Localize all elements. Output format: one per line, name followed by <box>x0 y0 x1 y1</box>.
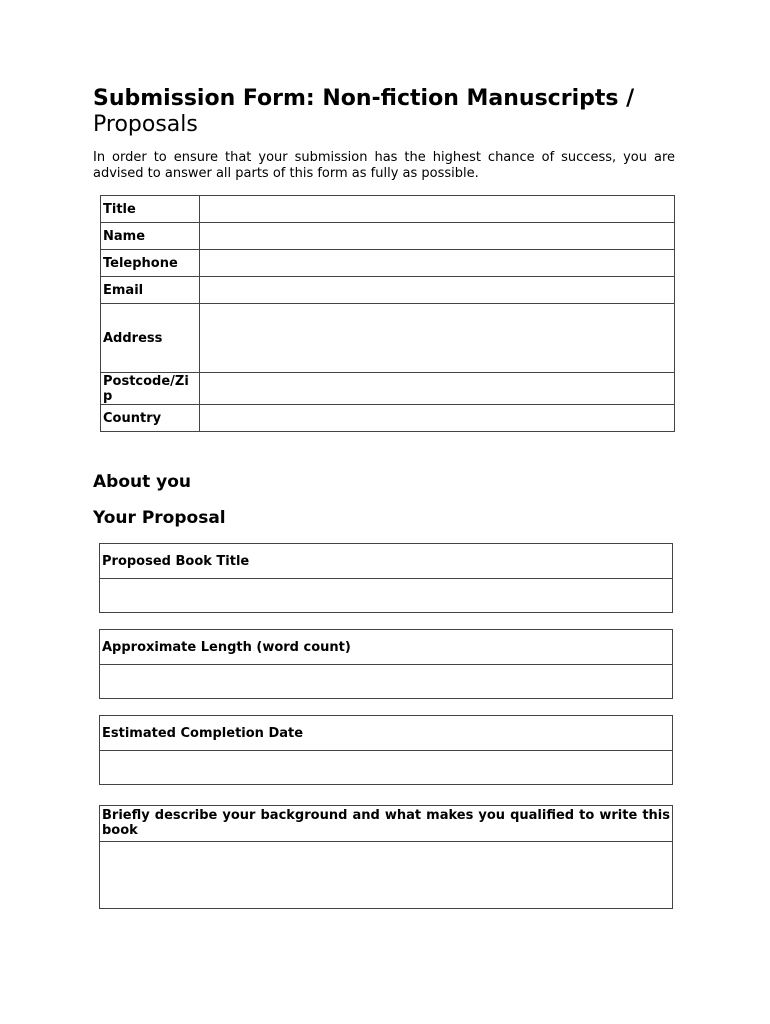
row-label-telephone: Telephone <box>101 250 200 277</box>
background-qualification-field[interactable] <box>100 842 672 908</box>
table-row <box>101 405 675 432</box>
table-row <box>101 373 675 405</box>
proposed-book-title-label: Proposed Book Title <box>100 544 672 579</box>
background-qualification-box <box>99 805 673 909</box>
row-label-name: Name <box>101 223 200 250</box>
address-field[interactable] <box>200 304 675 373</box>
approximate-length-field[interactable] <box>100 665 672 698</box>
intro-text: In order to ensure that your submission has the highest chance of success, you are advised to answer all parts of this form as fully as possible. <box>93 150 675 181</box>
row-label-title: Title <box>101 196 200 223</box>
row-label-email: Email <box>101 277 200 304</box>
proposed-book-title-field[interactable] <box>100 579 672 612</box>
table-row <box>101 196 675 223</box>
row-label-postcode: Postcode/Zip <box>101 373 200 405</box>
table-row <box>101 250 675 277</box>
table-row <box>101 223 675 250</box>
country-field[interactable] <box>200 405 675 432</box>
title-field[interactable] <box>200 196 675 223</box>
row-label-address: Address <box>101 304 200 373</box>
table-row <box>101 277 675 304</box>
approximate-length-label: Approximate Length (word count) <box>100 630 672 665</box>
contact-details-table <box>100 195 675 432</box>
name-field[interactable] <box>200 223 675 250</box>
about-you-heading: About you <box>93 472 192 492</box>
postcode-field[interactable] <box>200 373 675 405</box>
table-row <box>101 304 675 373</box>
estimated-completion-label: Estimated Completion Date <box>100 716 672 751</box>
title-main: Submission Form: Non-fiction Manuscripts / <box>93 86 635 111</box>
page-title <box>93 86 677 138</box>
background-qualification-label: Briefly describe your background and what makes you qualified to write this book <box>100 806 672 842</box>
title-sub: Proposals <box>93 112 198 137</box>
estimated-completion-field[interactable] <box>100 751 672 784</box>
email-field[interactable] <box>200 277 675 304</box>
your-proposal-heading: Your Proposal <box>93 508 226 528</box>
estimated-completion-box <box>99 715 673 785</box>
proposed-book-title-box <box>99 543 673 613</box>
telephone-field[interactable] <box>200 250 675 277</box>
row-label-country: Country <box>101 405 200 432</box>
approximate-length-box <box>99 629 673 699</box>
